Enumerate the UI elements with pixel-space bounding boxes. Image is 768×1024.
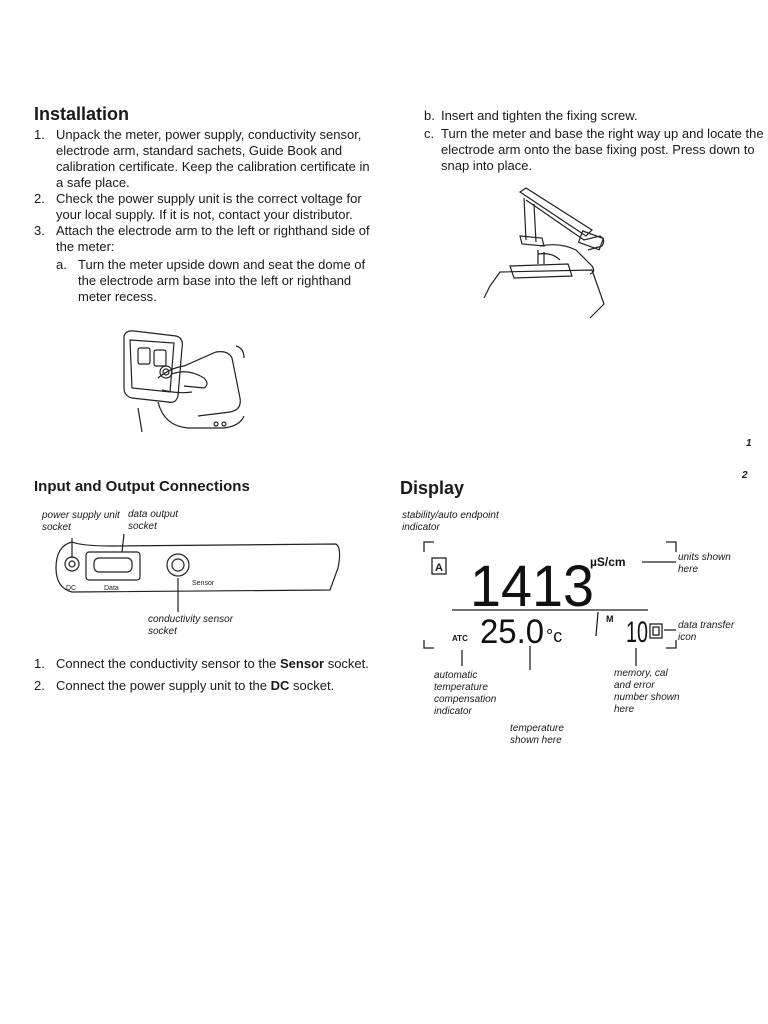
units-caption: units shown here bbox=[678, 552, 731, 575]
units-label: µS/cm bbox=[590, 555, 626, 569]
list-item: a. Turn the meter upside down and seat the dome of the electrode arm base into the left or righthand meter recess. bbox=[56, 257, 366, 304]
electrode-arm-illustration bbox=[480, 186, 610, 320]
atc-indicator: ATC bbox=[452, 634, 468, 643]
page-number-second: 2 bbox=[742, 470, 748, 481]
conductivity-reading: 1413 bbox=[470, 554, 594, 619]
stability-symbol: A bbox=[435, 562, 443, 574]
connection-panel-diagram bbox=[52, 528, 342, 616]
temperature-unit: °c bbox=[546, 626, 563, 646]
data-transfer-caption: data transfer icon bbox=[678, 620, 735, 643]
installation-heading: Installation bbox=[34, 104, 130, 124]
temperature-reading: 25.0 bbox=[480, 613, 544, 651]
atc-caption: automatic temperature compensation indicator bbox=[434, 670, 497, 717]
installation-steps bbox=[34, 127, 374, 305]
temperature-caption: temperature shown here bbox=[510, 723, 564, 746]
sensor-socket-caption: conductivity sensor socket bbox=[148, 614, 234, 637]
list-item: 2. Connect the power supply unit to the DC socket. bbox=[34, 678, 335, 693]
panel-sensor-label: Sensor bbox=[192, 580, 215, 587]
io-heading: Input and Output Connections bbox=[34, 478, 250, 495]
panel-data-label: Data bbox=[104, 585, 119, 592]
list-item: 2. Check the power supply unit is the correct voltage for your local supply. If it is not, contact your distributor. bbox=[34, 191, 362, 222]
list-item: 1. Unpack the meter, power supply, conductivity sensor, electrode arm, standard sachets, Guide Book and calibration certificate. Keep the calibration certificate in a safe place. bbox=[34, 127, 370, 190]
memory-label: M bbox=[606, 614, 614, 624]
list-item: 3. Attach the electrode arm to the left or righthand side of the meter: a. Turn the meter upside down and seat the dome of the electrode arm base into the left or righthand meter recess. bbox=[34, 223, 374, 305]
list-item: 1. Connect the conductivity sensor to the Sensor socket. bbox=[34, 656, 369, 671]
display-heading: Display bbox=[400, 478, 465, 498]
installation-steps-continued bbox=[424, 108, 764, 174]
dc-socket-icon bbox=[65, 557, 79, 571]
panel-dc-label: DC bbox=[66, 585, 77, 592]
memory-value: 10 bbox=[626, 616, 648, 649]
meter-upside-down-illustration bbox=[118, 328, 250, 436]
list-item: c. Turn the meter and base the right way up and locate the electrode arm onto the base fixing post. Press down to snap into place. bbox=[424, 126, 764, 173]
sensor-socket-icon bbox=[167, 554, 189, 576]
data-transfer-icon bbox=[650, 624, 662, 638]
power-socket-caption: power supply unit socket bbox=[42, 510, 120, 533]
list-item: b. Insert and tighten the fixing screw. bbox=[424, 108, 638, 123]
page-number-first: 1 bbox=[746, 438, 752, 449]
stability-caption: stability/auto endpoint indicator bbox=[402, 510, 499, 533]
io-steps bbox=[34, 656, 374, 694]
data-socket-caption: data output socket bbox=[128, 509, 179, 532]
lcd-display bbox=[422, 540, 678, 670]
memory-caption: memory, cal and error number shown here bbox=[614, 668, 680, 715]
